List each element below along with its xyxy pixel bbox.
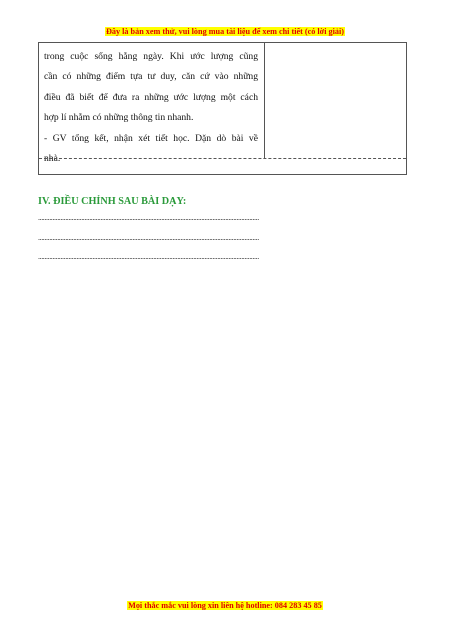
cell-line: hợp lí nhằm có những thông tin nhanh. <box>44 112 194 124</box>
section-title: IV. ĐIỀU CHỈNH SAU BÀI DẠY: <box>38 196 187 207</box>
dashed-row-divider <box>39 158 406 159</box>
cell-line: nhà. <box>44 153 61 165</box>
preview-notice-banner <box>0 26 450 37</box>
preview-notice-text: Đây là bản xem thử, vui lòng mua tài liệu để xem chi tiết (có lời giải) <box>105 27 344 36</box>
blank-answer-line: .......................................................................................................................................... <box>38 252 259 261</box>
cell-line: điều đã biết để đưa ra những ước lượng một cách <box>44 91 258 103</box>
cell-line: - GV tổng kết, nhận xét tiết học. Dặn dò bài về <box>44 132 258 144</box>
column-divider <box>264 43 265 158</box>
cell-line: cần có những điểm tựa tư duy, căn cứ vào những <box>44 71 258 83</box>
student-activity-cell <box>269 47 403 152</box>
blank-answer-line: .......................................................................................................................................... <box>38 213 259 222</box>
cell-line: trong cuộc sống hằng ngày. Khi ước lượng cũng <box>44 51 258 62</box>
hotline-banner <box>0 600 450 611</box>
hotline-text: Mọi thắc mắc vui lòng xin liên hệ hotline: 084 283 45 85 <box>128 601 322 610</box>
teacher-activity-cell <box>44 47 258 169</box>
blank-answer-line: .......................................................................................................................................... <box>38 233 259 242</box>
lesson-plan-table <box>38 42 407 175</box>
